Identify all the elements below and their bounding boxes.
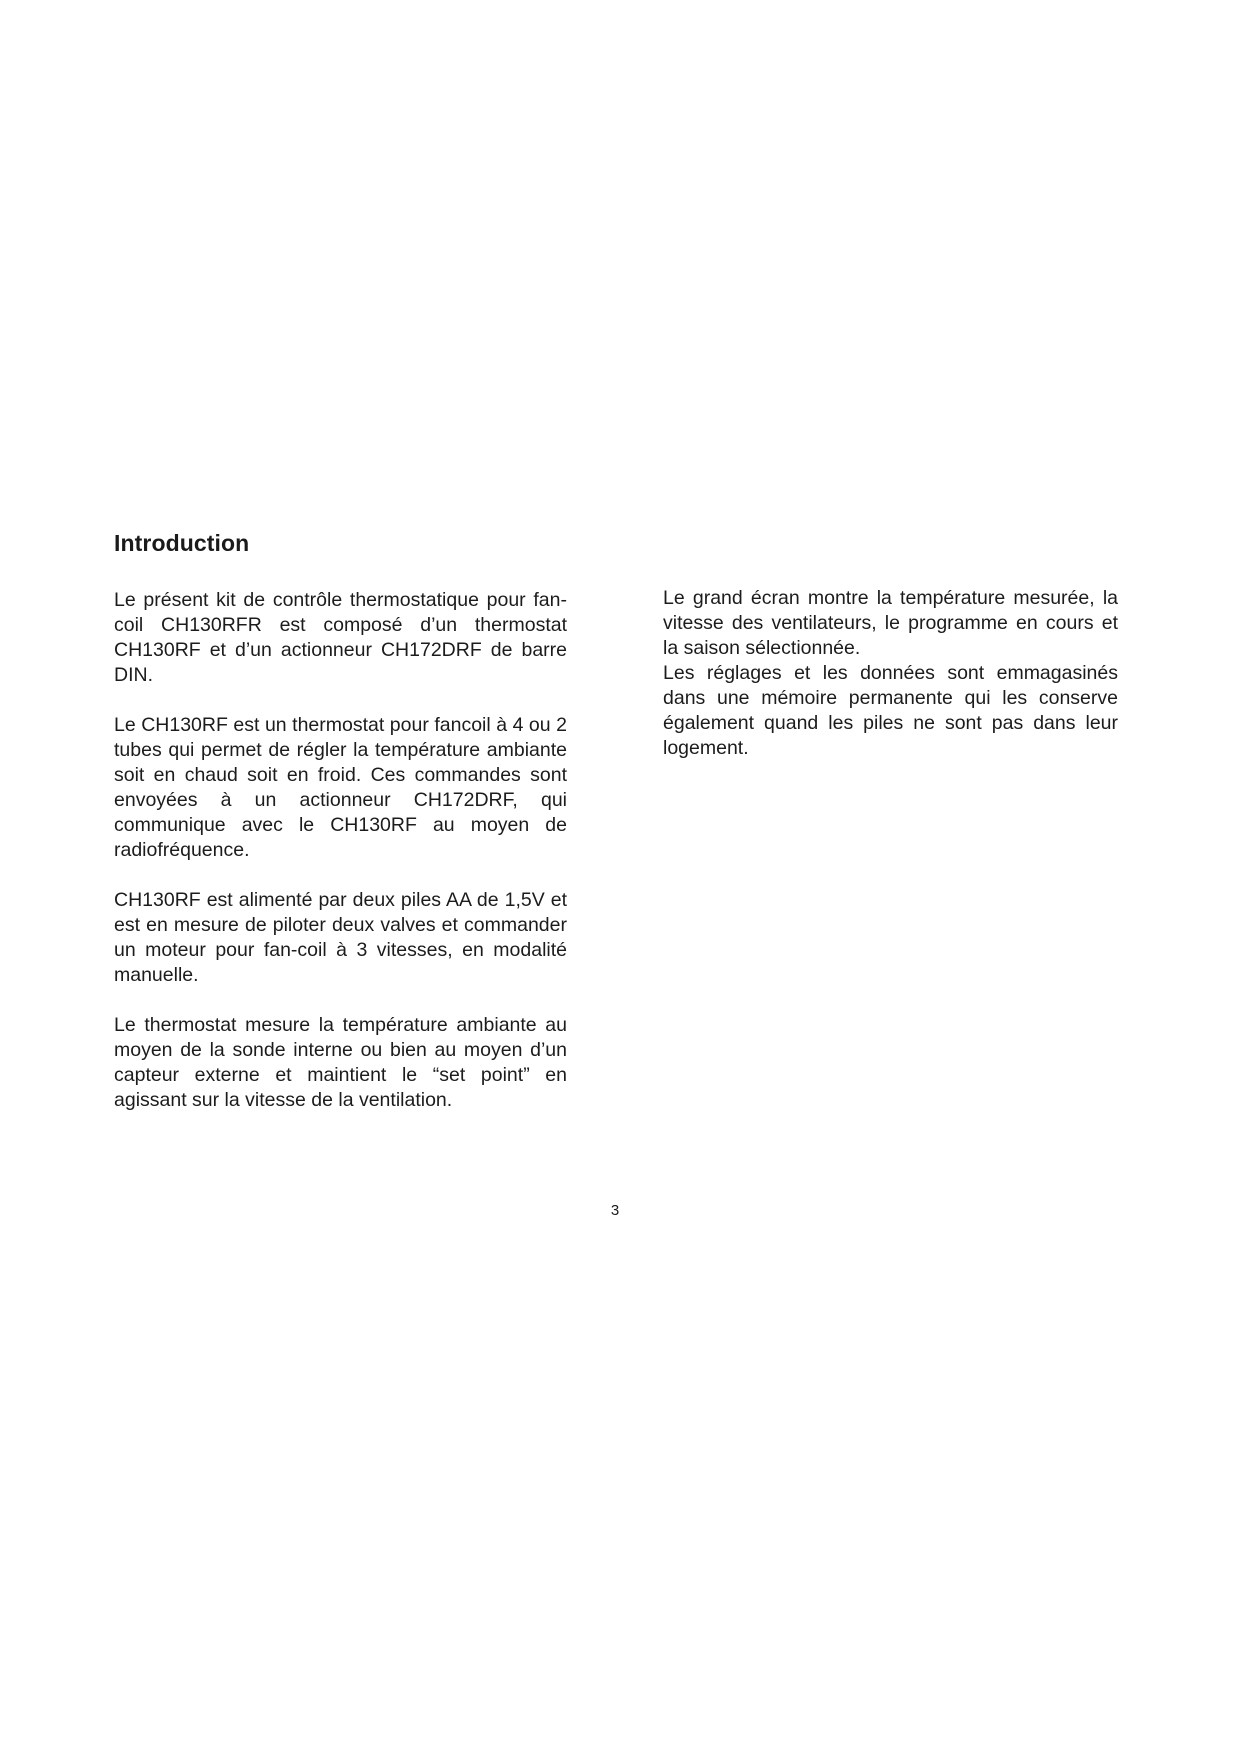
left-text-column xyxy=(114,588,567,1113)
paragraph-power-supply: CH130RF est alimenté par deux piles AA de 1,5V et est en mesure de piloter deux valves et commander un moteur pour fan-coil à 3 vitesses, en modalité manuelle. xyxy=(114,889,567,986)
page-number: 3 xyxy=(610,1202,620,1219)
right-text-column xyxy=(663,586,1118,761)
paragraph-temperature-measurement: Le thermostat mesure la température ambiante au moyen de la sonde interne ou bien au moyen d’un capteur externe et maintient le “set point” en agissant sur la vitesse de la ventilation. xyxy=(114,1014,567,1111)
paragraph-memory: Les réglages et les données sont emmagasinés dans une mémoire permanente qui les conserve également quand les piles ne sont pas dans leur logement. xyxy=(663,662,1118,759)
paragraph-thermostat-description: Le CH130RF est un thermostat pour fancoil à 4 ou 2 tubes qui permet de régler la température ambiante soit en chaud soit en froid. Ces commandes sont envoyées à un actionneur CH172DRF, qui communique avec le CH130RF au moyen de radiofréquence. xyxy=(114,714,567,861)
section-heading: Introduction xyxy=(114,530,250,556)
paragraph-kit-composition: Le présent kit de contrôle thermostatique pour fan-coil CH130RFR est composé d’un thermostat CH130RF et d’un actionneur CH172DRF de barre DIN. xyxy=(114,589,567,686)
paragraph-display: Le grand écran montre la température mesurée, la vitesse des ventilateurs, le programme en cours et la saison sélectionnée. xyxy=(663,587,1118,659)
